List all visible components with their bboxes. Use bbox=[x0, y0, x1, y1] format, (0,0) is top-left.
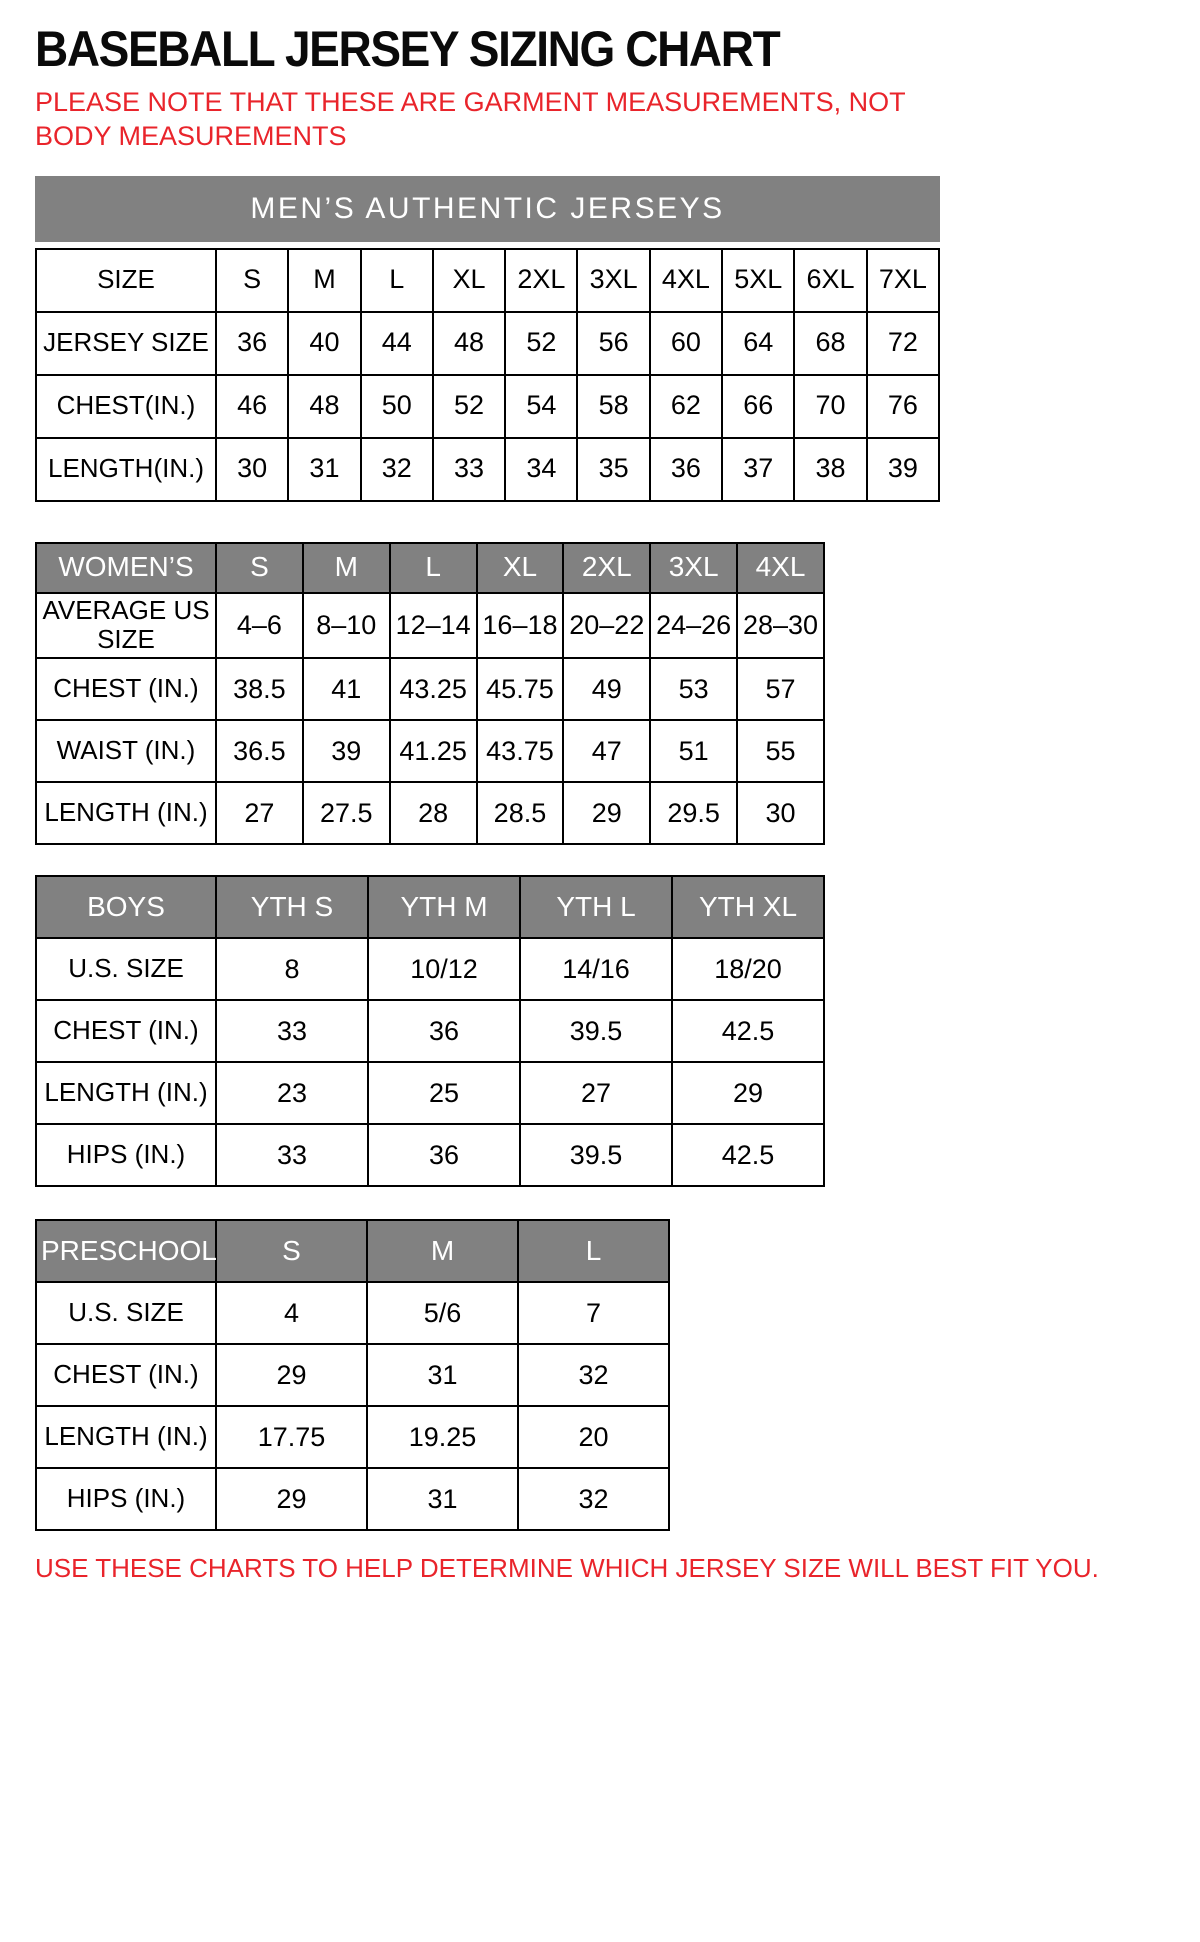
value-cell: 38.5 bbox=[216, 658, 303, 720]
table-row bbox=[36, 543, 824, 593]
column-header-cell: YTH M bbox=[368, 876, 520, 938]
value-cell: 29 bbox=[672, 1062, 824, 1124]
womens-sizing-table bbox=[35, 542, 825, 846]
value-cell: 46 bbox=[216, 375, 288, 438]
value-cell: 28 bbox=[390, 782, 477, 844]
row-label-cell: LENGTH (IN.) bbox=[36, 782, 216, 844]
value-cell: 5/6 bbox=[367, 1282, 518, 1344]
value-cell: 33 bbox=[433, 438, 505, 501]
value-cell: 37 bbox=[722, 438, 794, 501]
value-cell: 32 bbox=[361, 438, 433, 501]
value-cell: 39 bbox=[303, 720, 390, 782]
table-row bbox=[36, 782, 824, 844]
value-cell: 4 bbox=[216, 1282, 367, 1344]
value-cell: 30 bbox=[216, 438, 288, 501]
table-row bbox=[36, 876, 824, 938]
preschool-sizing-table bbox=[35, 1219, 670, 1531]
value-cell: 31 bbox=[367, 1468, 518, 1530]
table-row bbox=[36, 1062, 824, 1124]
value-cell: 30 bbox=[737, 782, 824, 844]
value-cell: 3XL bbox=[577, 249, 649, 312]
column-header-cell: BOYS bbox=[36, 876, 216, 938]
value-cell: M bbox=[288, 249, 360, 312]
value-cell: 5XL bbox=[722, 249, 794, 312]
value-cell: 44 bbox=[361, 312, 433, 375]
table-row bbox=[36, 438, 939, 501]
value-cell: 41.25 bbox=[390, 720, 477, 782]
womens-sizing-section bbox=[35, 542, 1165, 846]
value-cell: 47 bbox=[563, 720, 650, 782]
column-header-cell: YTH L bbox=[520, 876, 672, 938]
row-label-cell: LENGTH(IN.) bbox=[36, 438, 216, 501]
row-label-cell: U.S. SIZE bbox=[36, 938, 216, 1000]
mens-section-header: MEN’S AUTHENTIC JERSEYS bbox=[35, 176, 940, 242]
value-cell: 35 bbox=[577, 438, 649, 501]
value-cell: 36 bbox=[368, 1124, 520, 1186]
value-cell: 36 bbox=[368, 1000, 520, 1062]
value-cell: 8 bbox=[216, 938, 368, 1000]
page-title: BASEBALL JERSEY SIZING CHART bbox=[35, 21, 780, 77]
table-row bbox=[36, 1000, 824, 1062]
value-cell: 39 bbox=[867, 438, 939, 501]
table-row bbox=[36, 1468, 669, 1530]
value-cell: 33 bbox=[216, 1000, 368, 1062]
column-header-cell: PRESCHOOL bbox=[36, 1220, 216, 1282]
value-cell: 43.25 bbox=[390, 658, 477, 720]
preschool-sizing-section bbox=[35, 1219, 1165, 1531]
value-cell: 4XL bbox=[650, 249, 722, 312]
value-cell: 62 bbox=[650, 375, 722, 438]
value-cell: 29 bbox=[216, 1468, 367, 1530]
column-header-cell: S bbox=[216, 543, 303, 593]
table-row bbox=[36, 1124, 824, 1186]
value-cell: XL bbox=[433, 249, 505, 312]
value-cell: 40 bbox=[288, 312, 360, 375]
value-cell: 53 bbox=[650, 658, 737, 720]
value-cell: 10/12 bbox=[368, 938, 520, 1000]
value-cell: 41 bbox=[303, 658, 390, 720]
column-header-cell: YTH XL bbox=[672, 876, 824, 938]
value-cell: 64 bbox=[722, 312, 794, 375]
value-cell: 29 bbox=[563, 782, 650, 844]
value-cell: 52 bbox=[505, 312, 577, 375]
value-cell: 39.5 bbox=[520, 1000, 672, 1062]
value-cell: 6XL bbox=[794, 249, 866, 312]
page-footer: USE THESE CHARTS TO HELP DETERMINE WHICH JERSEY SIZE WILL BEST FIT YOU. bbox=[35, 1553, 1099, 1584]
column-header-cell: L bbox=[518, 1220, 669, 1282]
value-cell: 24–26 bbox=[650, 593, 737, 659]
value-cell: 34 bbox=[505, 438, 577, 501]
column-header-cell: 2XL bbox=[563, 543, 650, 593]
value-cell: 52 bbox=[433, 375, 505, 438]
table-row bbox=[36, 249, 939, 312]
column-header-cell: YTH S bbox=[216, 876, 368, 938]
table-row bbox=[36, 312, 939, 375]
value-cell: 19.25 bbox=[367, 1406, 518, 1468]
boys-sizing-table bbox=[35, 875, 825, 1187]
value-cell: 8–10 bbox=[303, 593, 390, 659]
value-cell: 28.5 bbox=[477, 782, 564, 844]
value-cell: 48 bbox=[433, 312, 505, 375]
value-cell: 39.5 bbox=[520, 1124, 672, 1186]
value-cell: 12–14 bbox=[390, 593, 477, 659]
value-cell: 42.5 bbox=[672, 1000, 824, 1062]
value-cell: 7 bbox=[518, 1282, 669, 1344]
column-header-cell: M bbox=[367, 1220, 518, 1282]
row-label-cell: CHEST (IN.) bbox=[36, 658, 216, 720]
value-cell: 20–22 bbox=[563, 593, 650, 659]
value-cell: 20 bbox=[518, 1406, 669, 1468]
value-cell: 31 bbox=[367, 1344, 518, 1406]
row-label-cell: SIZE bbox=[36, 249, 216, 312]
value-cell: 55 bbox=[737, 720, 824, 782]
column-header-cell: S bbox=[216, 1220, 367, 1282]
column-header-cell: XL bbox=[477, 543, 564, 593]
table-row bbox=[36, 1220, 669, 1282]
value-cell: 29.5 bbox=[650, 782, 737, 844]
value-cell: 32 bbox=[518, 1468, 669, 1530]
value-cell: 43.75 bbox=[477, 720, 564, 782]
table-row bbox=[36, 593, 824, 659]
garment-measurements-note: PLEASE NOTE THAT THESE ARE GARMENT MEASUREMENTS, NOT BODY MEASUREMENTS bbox=[35, 87, 906, 151]
value-cell: 32 bbox=[518, 1344, 669, 1406]
row-label-cell: CHEST(IN.) bbox=[36, 375, 216, 438]
column-header-cell: WOMEN’S bbox=[36, 543, 216, 593]
value-cell: 36 bbox=[650, 438, 722, 501]
table-row bbox=[36, 938, 824, 1000]
row-label-cell: CHEST (IN.) bbox=[36, 1344, 216, 1406]
row-label-cell: LENGTH (IN.) bbox=[36, 1062, 216, 1124]
column-header-cell: 3XL bbox=[650, 543, 737, 593]
value-cell: 66 bbox=[722, 375, 794, 438]
value-cell: 7XL bbox=[867, 249, 939, 312]
mens-sizing-table bbox=[35, 248, 940, 502]
row-label-cell: HIPS (IN.) bbox=[36, 1468, 216, 1530]
row-label-cell: CHEST (IN.) bbox=[36, 1000, 216, 1062]
value-cell: 28–30 bbox=[737, 593, 824, 659]
row-label-cell: U.S. SIZE bbox=[36, 1282, 216, 1344]
value-cell: L bbox=[361, 249, 433, 312]
table-row bbox=[36, 658, 824, 720]
value-cell: 2XL bbox=[505, 249, 577, 312]
table-row bbox=[36, 1344, 669, 1406]
value-cell: 57 bbox=[737, 658, 824, 720]
value-cell: 45.75 bbox=[477, 658, 564, 720]
value-cell: 49 bbox=[563, 658, 650, 720]
value-cell: 58 bbox=[577, 375, 649, 438]
value-cell: 16–18 bbox=[477, 593, 564, 659]
column-header-cell: 4XL bbox=[737, 543, 824, 593]
value-cell: 23 bbox=[216, 1062, 368, 1124]
value-cell: 51 bbox=[650, 720, 737, 782]
column-header-cell: M bbox=[303, 543, 390, 593]
mens-sizing-section bbox=[35, 176, 1165, 502]
value-cell: 60 bbox=[650, 312, 722, 375]
value-cell: 33 bbox=[216, 1124, 368, 1186]
value-cell: 56 bbox=[577, 312, 649, 375]
value-cell: 14/16 bbox=[520, 938, 672, 1000]
value-cell: 29 bbox=[216, 1344, 367, 1406]
table-row bbox=[36, 1282, 669, 1344]
value-cell: 54 bbox=[505, 375, 577, 438]
value-cell: 50 bbox=[361, 375, 433, 438]
value-cell: 38 bbox=[794, 438, 866, 501]
row-label-cell: WAIST (IN.) bbox=[36, 720, 216, 782]
value-cell: 27.5 bbox=[303, 782, 390, 844]
table-row bbox=[36, 720, 824, 782]
value-cell: 17.75 bbox=[216, 1406, 367, 1468]
value-cell: 31 bbox=[288, 438, 360, 501]
value-cell: 36 bbox=[216, 312, 288, 375]
value-cell: 42.5 bbox=[672, 1124, 824, 1186]
value-cell: 68 bbox=[794, 312, 866, 375]
value-cell: 18/20 bbox=[672, 938, 824, 1000]
value-cell: 76 bbox=[867, 375, 939, 438]
value-cell: 27 bbox=[216, 782, 303, 844]
row-label-cell: JERSEY SIZE bbox=[36, 312, 216, 375]
value-cell: 4–6 bbox=[216, 593, 303, 659]
value-cell: 36.5 bbox=[216, 720, 303, 782]
boys-sizing-section bbox=[35, 875, 1165, 1187]
value-cell: 48 bbox=[288, 375, 360, 438]
column-header-cell: L bbox=[390, 543, 477, 593]
value-cell: 70 bbox=[794, 375, 866, 438]
row-label-cell: AVERAGE US SIZE bbox=[36, 593, 216, 659]
value-cell: 72 bbox=[867, 312, 939, 375]
row-label-cell: LENGTH (IN.) bbox=[36, 1406, 216, 1468]
value-cell: S bbox=[216, 249, 288, 312]
table-row bbox=[36, 375, 939, 438]
row-label-cell: HIPS (IN.) bbox=[36, 1124, 216, 1186]
value-cell: 27 bbox=[520, 1062, 672, 1124]
value-cell: 25 bbox=[368, 1062, 520, 1124]
table-row bbox=[36, 1406, 669, 1468]
